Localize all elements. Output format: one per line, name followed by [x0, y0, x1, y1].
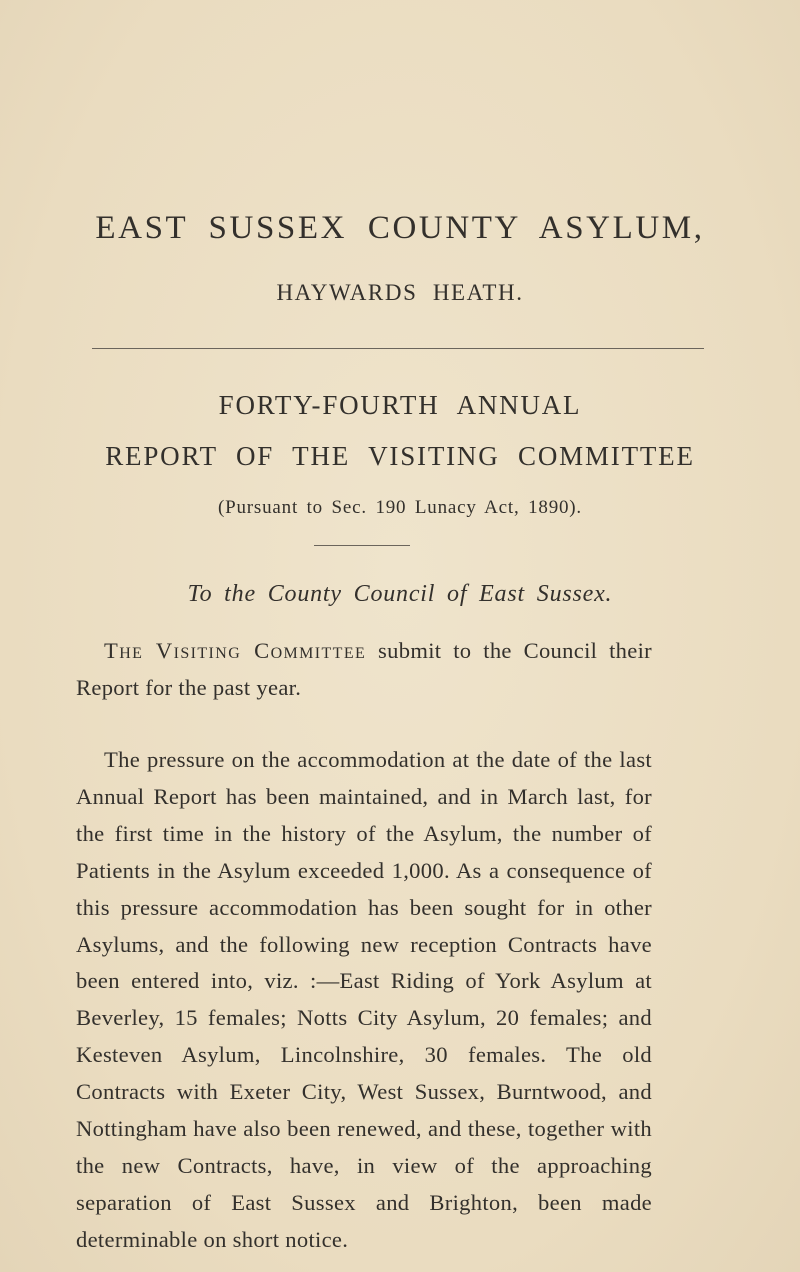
report-title-line1: FORTY-FOURTH ANNUAL: [218, 390, 582, 420]
divider-long: [92, 348, 704, 349]
divider-short: [314, 545, 410, 546]
address-line: To the County Council of East Sussex.: [187, 581, 613, 607]
paragraph-intro: [76, 633, 652, 707]
paragraph-accommodation: The pressure on the accommodation at the date of the last Annual Report has been maintained, and in March last, for the first time in the history of the Asylum, the number of Patients in the Asylum exceeded 1,000. As a consequence of this pressure accommodation has been sought for in other Asylums, and the following new reception Contracts have been entered into, viz. :—East Riding of York Asylum at Beverley, 15 females; Notts City Asylum, 20 females; and Kesteven Asylum, Lincolnshire, 30 females. The old Contracts with Exeter City, West Sussex, Burntwood, and Nottingham have also been renewed, and these, together with the new Contracts, have, in view of the approaching separation of East Sussex and Brighton, been made determinable on short notice.: [76, 747, 652, 1252]
report-title-line2: REPORT OF THE VISITING COMMITTEE: [105, 441, 695, 471]
paragraph-intro-lead: The Visiting Committee: [104, 638, 367, 663]
institution-title: EAST SUSSEX COUNTY ASYLUM,: [95, 210, 705, 246]
statute-reference: (Pursuant to Sec. 190 Lunacy Act, 1890).: [218, 497, 582, 518]
paragraph-intro-text: submit to the Council their Report for the past year.: [76, 638, 652, 700]
location-title: HAYWARDS HEATH.: [276, 280, 524, 305]
